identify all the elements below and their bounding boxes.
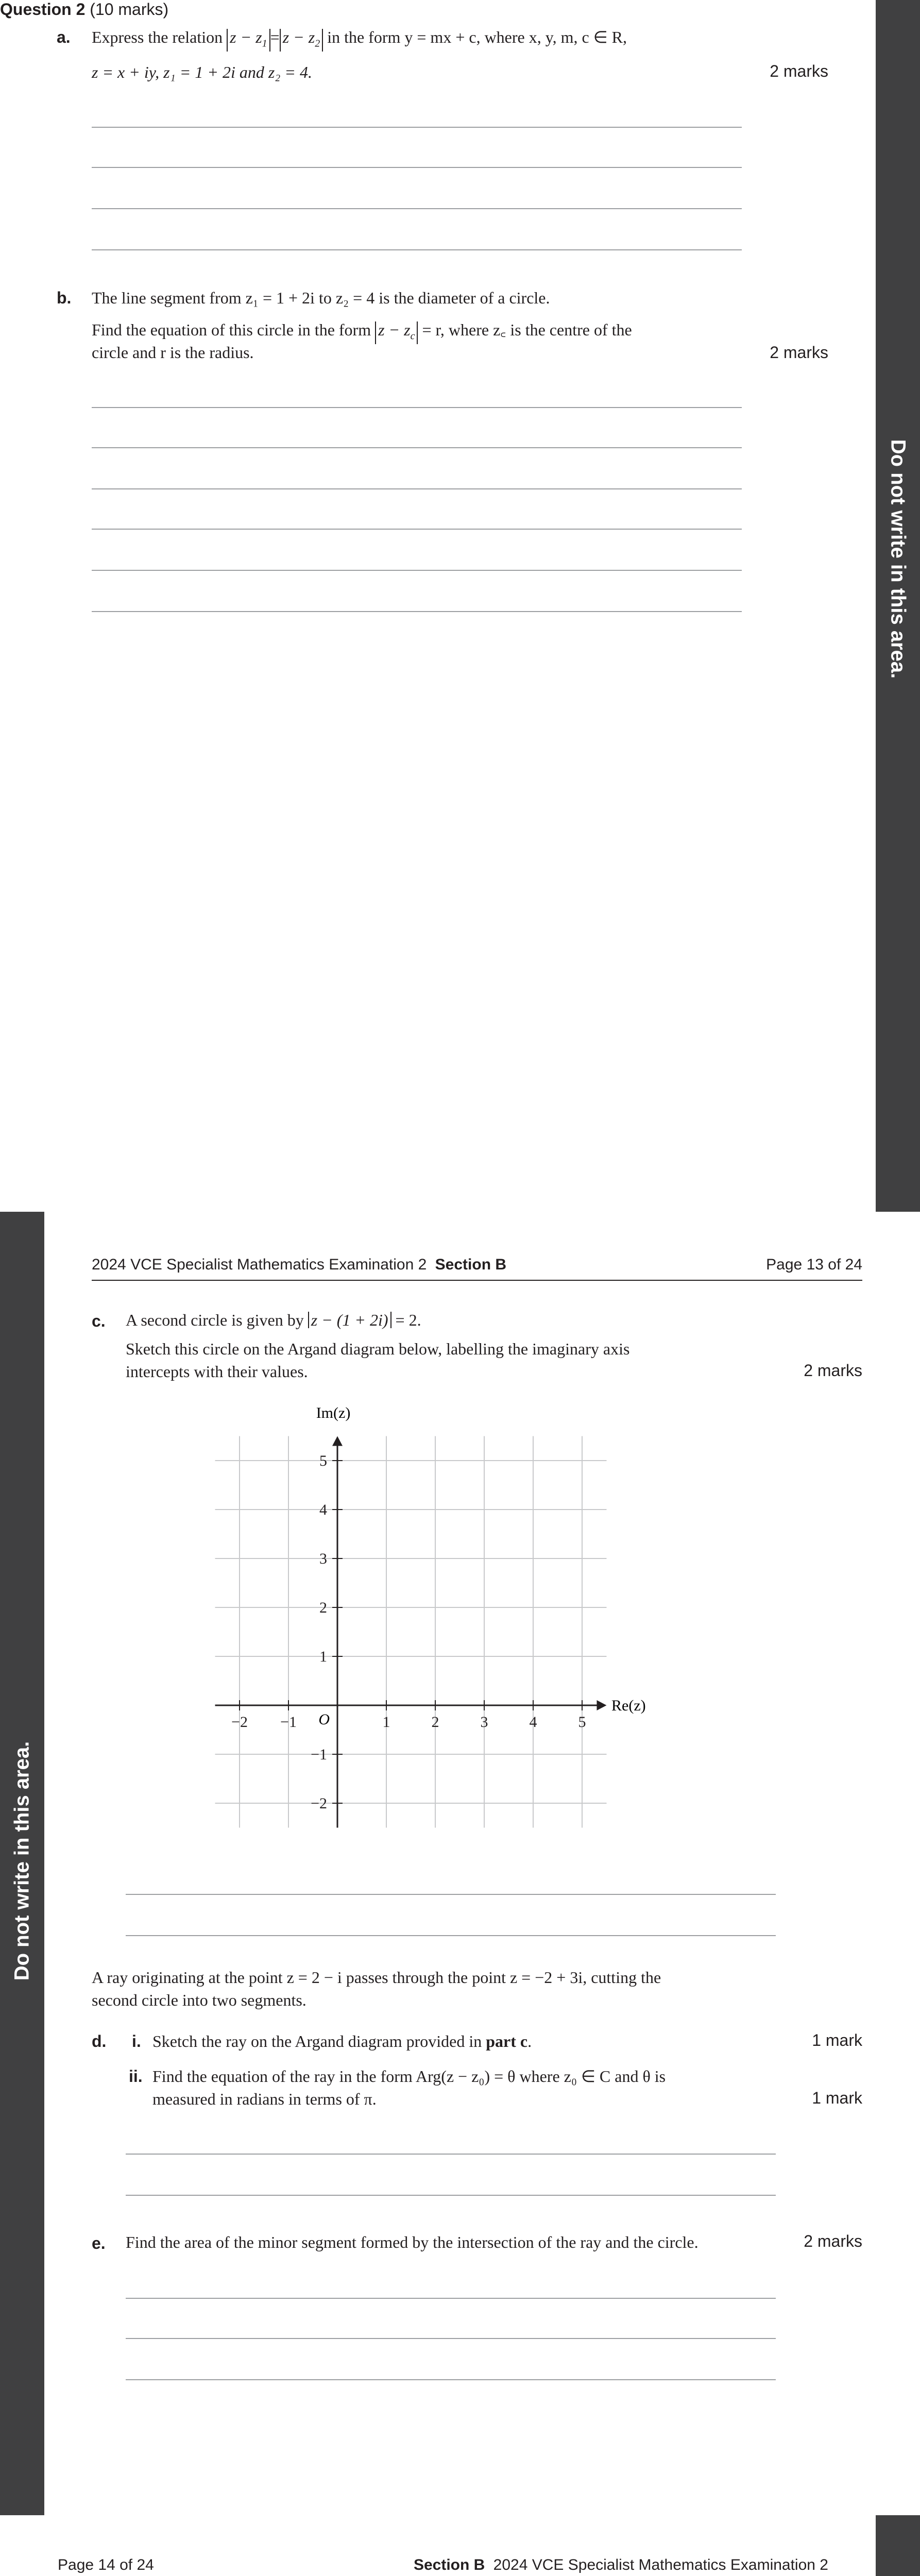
answer-line[interactable] — [126, 2338, 776, 2339]
abs-z-minus-z2: $z - z_2$ — [280, 29, 323, 52]
x-tick-label: 2 — [431, 1714, 439, 1731]
part-a-marks: 2 marks — [770, 62, 828, 80]
left-margin-bar — [0, 1212, 44, 2515]
part-a-line2: z = x + iy, z₁ = 1 + 2i and z₂ = 4. — [92, 63, 312, 81]
answer-line[interactable] — [92, 249, 742, 250]
right-margin-bar-top — [876, 0, 920, 1212]
exam-title: 2024 VCE Specialist Mathematics Examination 2 — [92, 1256, 427, 1273]
answer-line[interactable] — [126, 2298, 776, 2299]
part-c-radius-text: = 2. — [395, 1311, 421, 1329]
part-d-ii-marks: 1 mark — [812, 2089, 862, 2107]
y-tick-label: 1 — [319, 1648, 327, 1665]
part-b-line1: The line segment from z₁ = 1 + 2i to z₂ = 4 is the diameter of a circle. — [92, 289, 550, 307]
answer-line[interactable] — [126, 2154, 776, 2155]
part-b-intro-text: Find the equation of this circle in the form — [92, 320, 371, 339]
answer-line[interactable] — [92, 167, 742, 168]
part-d-ii-line2: measured in radians in terms of π. — [152, 2090, 377, 2108]
part-e-text: Find the area of the minor segment formed by the intersection of the ray and the circle. — [126, 2233, 698, 2251]
right-margin-bar-bottom — [876, 2515, 920, 2576]
answer-line[interactable] — [126, 1894, 776, 1895]
part-b-marks: 2 marks — [770, 343, 828, 362]
x-axis-label: Re(z) — [611, 1697, 646, 1714]
part-c-line1 — [126, 1309, 421, 1331]
answer-line[interactable] — [92, 529, 742, 530]
exam-title: 2024 VCE Specialist Mathematics Examination 2 — [493, 2556, 828, 2573]
argand-grid — [215, 1436, 607, 1828]
answer-line[interactable] — [92, 488, 742, 489]
header-rule — [92, 1280, 862, 1281]
answer-line[interactable] — [126, 1935, 776, 1936]
page14-footer-left: Page 14 of 24 — [58, 2556, 154, 2573]
part-a-label: a. — [57, 28, 71, 46]
x-tick-label: 3 — [480, 1714, 488, 1731]
question-title: Question 2 — [0, 0, 86, 19]
part-a-line1 — [92, 26, 627, 52]
abs-circle-expression: z − (1 + 2i) — [308, 1312, 391, 1328]
y-tick-label: 2 — [319, 1599, 327, 1616]
y-tick-label: −2 — [311, 1795, 327, 1812]
part-e-marks: 2 marks — [804, 2232, 862, 2250]
argand-diagram[interactable] — [206, 1401, 670, 1834]
part-d-label: d. — [92, 2032, 107, 2050]
abs-z-minus-z1: $z - z_1$ — [227, 29, 270, 52]
answer-line[interactable] — [92, 407, 742, 408]
part-e-label: e. — [92, 2234, 106, 2252]
page14-footer-right — [414, 2556, 828, 2574]
origin-label: O — [318, 1711, 330, 1728]
answer-line[interactable] — [126, 2379, 776, 2380]
part-a-intro-text: Express the relation — [92, 28, 223, 46]
part-d-i-instruction: Sketch the ray on the Argand diagram provided in — [152, 2032, 482, 2050]
x-tick-label: 4 — [529, 1714, 537, 1731]
part-b-label: b. — [57, 289, 72, 307]
x-tick-label: 5 — [578, 1714, 586, 1731]
answer-line[interactable] — [92, 127, 742, 128]
part-d-i-text — [152, 2030, 532, 2053]
question-marks-total: (10 marks) — [90, 0, 169, 19]
part-c-reference: part c — [486, 2032, 528, 2050]
part-c-line3: intercepts with their values. — [126, 1362, 308, 1381]
y-tick-label: −1 — [311, 1746, 327, 1763]
answer-line[interactable] — [92, 447, 742, 448]
part-d-ii-line1: Find the equation of the ray in the form Arg(z − z₀) = θ where z₀ ∈ C and θ is — [152, 2067, 666, 2086]
part-d-ii-label: ii. — [129, 2067, 143, 2086]
part-b-line3: circle and r is the radius. — [92, 343, 254, 362]
section-label: Section B — [435, 1256, 507, 1273]
ray-line2: second circle into two segments. — [92, 1991, 306, 2009]
part-b-line2 — [92, 318, 632, 344]
x-tick-label: −2 — [231, 1714, 248, 1731]
answer-line[interactable] — [92, 208, 742, 209]
abs-z-minus-zc: $z - z_c$ — [375, 321, 418, 344]
part-d-i-label: i. — [132, 2032, 141, 2050]
equals-sign: = — [270, 28, 280, 46]
answer-line[interactable] — [92, 611, 742, 612]
full-stop: . — [527, 2032, 532, 2050]
page13-header-left — [92, 1256, 506, 1274]
imaginary-axis-arrow-icon — [332, 1436, 343, 1446]
y-axis-label: Im(z) — [316, 1404, 351, 1421]
do-not-write-notice-top: Do not write in this area. — [887, 439, 910, 679]
answer-line[interactable] — [92, 570, 742, 571]
section-label: Section B — [413, 2556, 485, 2573]
part-c-marks: 2 marks — [804, 1361, 862, 1380]
x-tick-label: 1 — [382, 1714, 390, 1731]
question-heading — [0, 0, 168, 19]
argand-labels — [316, 1404, 646, 1728]
y-tick-label: 3 — [319, 1550, 327, 1567]
part-a-form-text: in the form y = mx + c, where x, y, m, c ∈ R, — [327, 28, 627, 46]
answer-line[interactable] — [126, 2195, 776, 2196]
do-not-write-notice-left: Do not write in this area. — [10, 1741, 33, 1981]
part-c-line2: Sketch this circle on the Argand diagram below, labelling the imaginary axis — [126, 1340, 630, 1358]
page13-header-right: Page 13 of 24 — [766, 1256, 862, 1273]
y-tick-label: 5 — [319, 1452, 327, 1469]
part-d-i-marks: 1 mark — [812, 2031, 862, 2049]
part-c-intro-text: A second circle is given by — [126, 1311, 304, 1329]
part-c-label: c. — [92, 1312, 106, 1330]
ray-line1: A ray originating at the point z = 2 − i passes through the point z = −2 + 3i, cutting the — [92, 1968, 661, 1987]
part-b-form-text: = r, where z꜀ is the centre of the — [422, 320, 632, 339]
argand-axes — [215, 1436, 607, 1828]
real-axis-arrow-icon — [597, 1700, 607, 1710]
x-tick-label: −1 — [280, 1714, 297, 1731]
y-tick-label: 4 — [319, 1501, 327, 1518]
